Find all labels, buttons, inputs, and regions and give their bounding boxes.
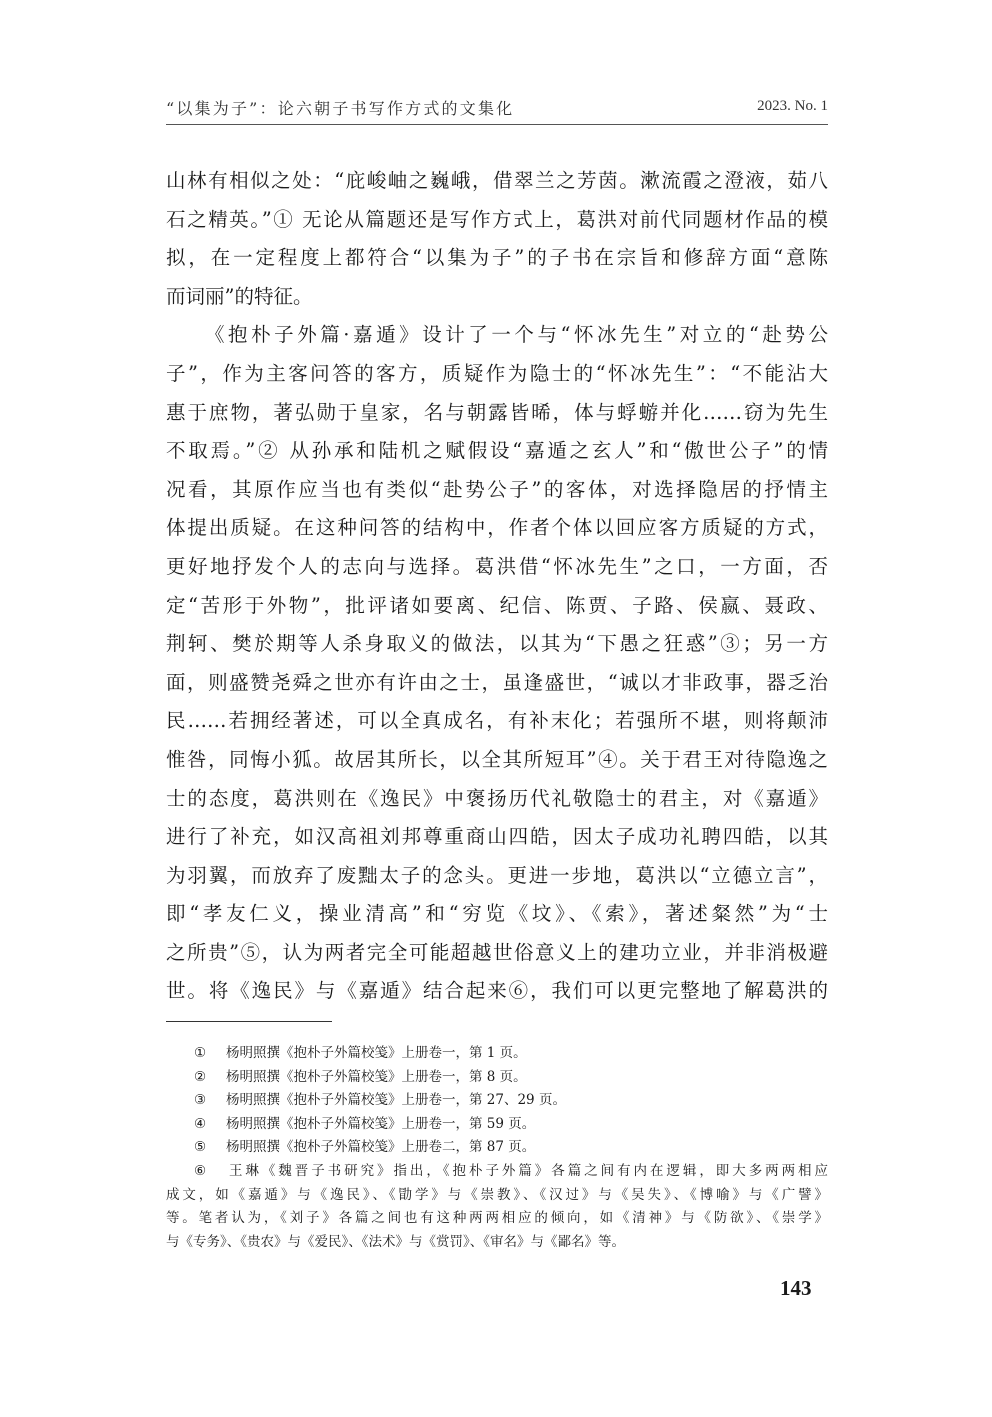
body-line: 民……若拥经著述，可以全真成名，有补末化；若强所不堪，则将颠沛 — [166, 709, 828, 733]
footnote — [166, 1066, 828, 1090]
body-line: 石之精英。”① 无论从篇题还是写作方式上，葛洪对前代同题材作品的模 — [166, 207, 828, 231]
footnote-text: 杨明照撰《抱朴子外篇校笺》上册卷二，第 87 页。 — [226, 1139, 536, 1156]
footnote-mark: ① — [194, 1045, 207, 1061]
body-line: 为羽翼，而放弃了废黜太子的念头。更进一步地，葛洪以“立德立言”， — [166, 863, 828, 887]
footnote-6-line: 成文，如《嘉遁》与《逸民》、《勖学》与《崇教》、《汉过》与《吴失》、《博喻》与《广譬》 — [166, 1186, 828, 1203]
body-line: 荆轲、樊於期等人杀身取义的做法，以其为“下愚之狂惑”③；另一方 — [166, 632, 828, 656]
body-line: 子”，作为主客问答的客方，质疑作为隐士的“怀冰先生”：“不能沾大 — [166, 361, 828, 385]
footnote — [166, 1042, 828, 1066]
body-line: 定“苦形于外物”，批评诸如要离、纪信、陈贾、子路、侯嬴、聂政、 — [166, 593, 828, 617]
body-line: 拟，在一定程度上都符合“以集为子”的子书在宗旨和修辞方面“意陈 — [166, 246, 828, 270]
body-line: 即“孝友仁义，操业清高”和“穷览《坟》、《索》，著述粲然”为“士 — [166, 902, 828, 926]
body-line: 士的态度，葛洪则在《逸民》中褒扬历代礼敬隐士的君主，对《嘉遁》 — [166, 786, 828, 810]
body-line: 不取焉。”② 从孙承和陆机之赋假设“嘉遁之玄人”和“傲世公子”的情 — [166, 439, 828, 463]
body-line: 世。将《逸民》与《嘉遁》结合起来⑥，我们可以更完整地了解葛洪的 — [166, 979, 828, 1003]
body-line: 而词丽”的特征。 — [166, 284, 313, 308]
footnote-6-line: 等。笔者认为，《刘子》各篇之间也有这种两两相应的倾向，如《清神》与《防欲》、《崇学》 — [166, 1210, 828, 1227]
footnote-mark: ⑥ — [194, 1162, 207, 1179]
footnote-6-line: 与《专务》、《贵农》与《爱民》、《法术》与《赏罚》、《审名》与《鄙名》等。 — [166, 1233, 625, 1250]
footnote-mark: ③ — [194, 1092, 207, 1109]
page-number: 143 — [780, 1276, 812, 1300]
footnote-mark: ④ — [194, 1115, 207, 1132]
body-line: 更好地抒发个人的志向与选择。葛洪借“怀冰先生”之口，一方面，否 — [166, 554, 828, 578]
body-text — [166, 162, 828, 1011]
issue-number: 2023. No. 1 — [757, 98, 828, 114]
body-line: 惠于庶物，著弘勋于皇家，名与朝露皆晞，体与蜉蝣并化……窃为先生 — [166, 400, 828, 424]
footnote — [166, 1089, 828, 1113]
body-line: 《抱朴子外篇·嘉遁》设计了一个与“怀冰先生”对立的“赴势公 — [205, 323, 828, 347]
footnote — [166, 1136, 828, 1160]
footnote-text: 杨明照撰《抱朴子外篇校笺》上册卷一，第 27、29 页。 — [226, 1092, 566, 1109]
footnotes — [166, 1042, 828, 1254]
body-line: 山林有相似之处：“庇峻岫之巍峨，借翠兰之芳茵。漱流霞之澄液，茹八 — [166, 169, 828, 192]
footnote-text: 杨明照撰《抱朴子外篇校笺》上册卷一，第 59 页。 — [226, 1115, 536, 1132]
footnote-text: 杨明照撰《抱朴子外篇校笺》上册卷一，第 8 页。 — [226, 1068, 527, 1085]
body-line: 体提出质疑。在这种问答的结构中，作者个体以回应客方质疑的方式， — [166, 516, 828, 540]
footnote-text: 杨明照撰《抱朴子外篇校笺》上册卷一，第 1 页。 — [226, 1045, 527, 1061]
body-line: 况看，其原作应当也有类似“赴势公子”的客体，对选择隐居的抒情主 — [166, 477, 828, 501]
footnote-mark: ⑤ — [194, 1139, 207, 1156]
running-title: “以集为子”：论六朝子书写作方式的文集化 — [166, 99, 515, 118]
footnote-separator — [166, 1021, 332, 1022]
running-header — [166, 96, 828, 125]
body-line: 面，则盛赞尧舜之世亦有许由之士，虽逢盛世，“诚以才非政事，器乏治 — [166, 670, 828, 694]
body-line: 进行了补充，如汉高祖刘邦尊重商山四皓，因太子成功礼聘四皓，以其 — [166, 825, 828, 849]
footnote-mark: ② — [194, 1068, 207, 1085]
body-line: 惟咎，同悔小狐。故居其所长，以全其所短耳”④。关于君王对待隐逸之 — [166, 747, 828, 771]
footnote — [166, 1113, 828, 1137]
body-line: 之所贵”⑤，认为两者完全可能超越世俗意义上的建功立业，并非消极避 — [166, 940, 828, 964]
footnote-6-line — [166, 1160, 828, 1184]
footnote-text: 王琳《魏晋子书研究》指出，《抱朴子外篇》各篇之间有内在逻辑，即大多两两相应 — [226, 1162, 828, 1179]
